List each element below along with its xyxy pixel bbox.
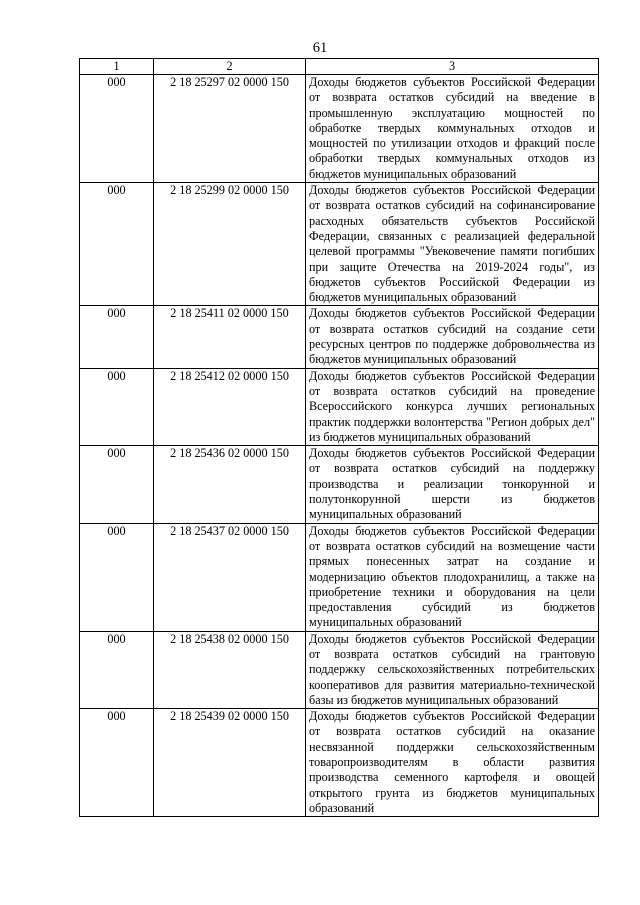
- admin-code-cell: 000: [80, 446, 154, 523]
- admin-code-cell: 000: [80, 183, 154, 306]
- page-number: 61: [312, 40, 328, 56]
- column-header-2: 2: [154, 59, 306, 75]
- description-cell: Доходы бюджетов субъектов Российской Федерации от возврата остатков субсидий на софинансирование расходных обязательств субъектов Российской Федерации, связанных с реализацией федеральной целевой программы "Увековечение памяти погибших при защите Отечества на 2019-2024 годы", из бюджетов субъектов Российской Федерации из бюджетов муниципальных образований: [306, 183, 599, 306]
- table-header-row: [80, 59, 599, 75]
- admin-code-cell: 000: [80, 75, 154, 183]
- table-row: [80, 446, 599, 523]
- description-cell: Доходы бюджетов субъектов Российской Федерации от возврата остатков субсидий на введение в промышленную эксплуатацию мощностей по обработке твердых коммунальных отходов и мощностей по утилизации отходов и фракций после обработки твердых коммунальных отходов из бюджетов муниципальных образований: [306, 75, 599, 183]
- budget-code-cell: 2 18 25297 02 0000 150: [154, 75, 306, 183]
- table-row: [80, 709, 599, 817]
- budget-revenue-table: [79, 58, 599, 817]
- table-row: [80, 368, 599, 445]
- table-row: [80, 183, 599, 306]
- description-cell: Доходы бюджетов субъектов Российской Федерации от возврата остатков субсидий на создание сети ресурсных центров по поддержке добровольчества из бюджетов муниципальных образований: [306, 306, 599, 368]
- table-row: [80, 523, 599, 631]
- budget-code-cell: 2 18 25436 02 0000 150: [154, 446, 306, 523]
- budget-code-cell: 2 18 25411 02 0000 150: [154, 306, 306, 368]
- budget-code-cell: 2 18 25438 02 0000 150: [154, 631, 306, 708]
- description-cell: Доходы бюджетов субъектов Российской Федерации от возврата остатков субсидий на оказание несвязанной поддержки сельскохозяйственным товаропроизводителям в области развития производства семенного картофеля и овощей открытого грунта из бюджетов муниципальных образований: [306, 709, 599, 817]
- column-header-1: 1: [80, 59, 154, 75]
- budget-code-cell: 2 18 25299 02 0000 150: [154, 183, 306, 306]
- admin-code-cell: 000: [80, 709, 154, 817]
- table-row: [80, 75, 599, 183]
- description-cell: Доходы бюджетов субъектов Российской Федерации от возврата остатков субсидий на поддержку производства и реализации тонкорунной и полутонкорунной шерсти из бюджетов муниципальных образований: [306, 446, 599, 523]
- budget-code-cell: 2 18 25412 02 0000 150: [154, 368, 306, 445]
- admin-code-cell: 000: [80, 523, 154, 631]
- table-row: [80, 306, 599, 368]
- admin-code-cell: 000: [80, 631, 154, 708]
- column-header-3: 3: [306, 59, 599, 75]
- budget-code-cell: 2 18 25439 02 0000 150: [154, 709, 306, 817]
- table-row: [80, 631, 599, 708]
- description-cell: Доходы бюджетов субъектов Российской Федерации от возврата остатков субсидий на проведение Всероссийского конкурса лучших региональных практик поддержки волонтерства "Регион добрых дел" из бюджетов муниципальных образований: [306, 368, 599, 445]
- description-cell: Доходы бюджетов субъектов Российской Федерации от возврата остатков субсидий на грантовую поддержку сельскохозяйственных потребительских кооперативов для развития материально-технической базы из бюджетов муниципальных образований: [306, 631, 599, 708]
- budget-code-cell: 2 18 25437 02 0000 150: [154, 523, 306, 631]
- admin-code-cell: 000: [80, 368, 154, 445]
- admin-code-cell: 000: [80, 306, 154, 368]
- description-cell: Доходы бюджетов субъектов Российской Федерации от возврата остатков субсидий на возмещение части прямых понесенных затрат на создание и модернизацию объектов плодохранилищ, а также на приобретение техники и оборудования на цели предоставления субсидий из бюджетов муниципальных образований: [306, 523, 599, 631]
